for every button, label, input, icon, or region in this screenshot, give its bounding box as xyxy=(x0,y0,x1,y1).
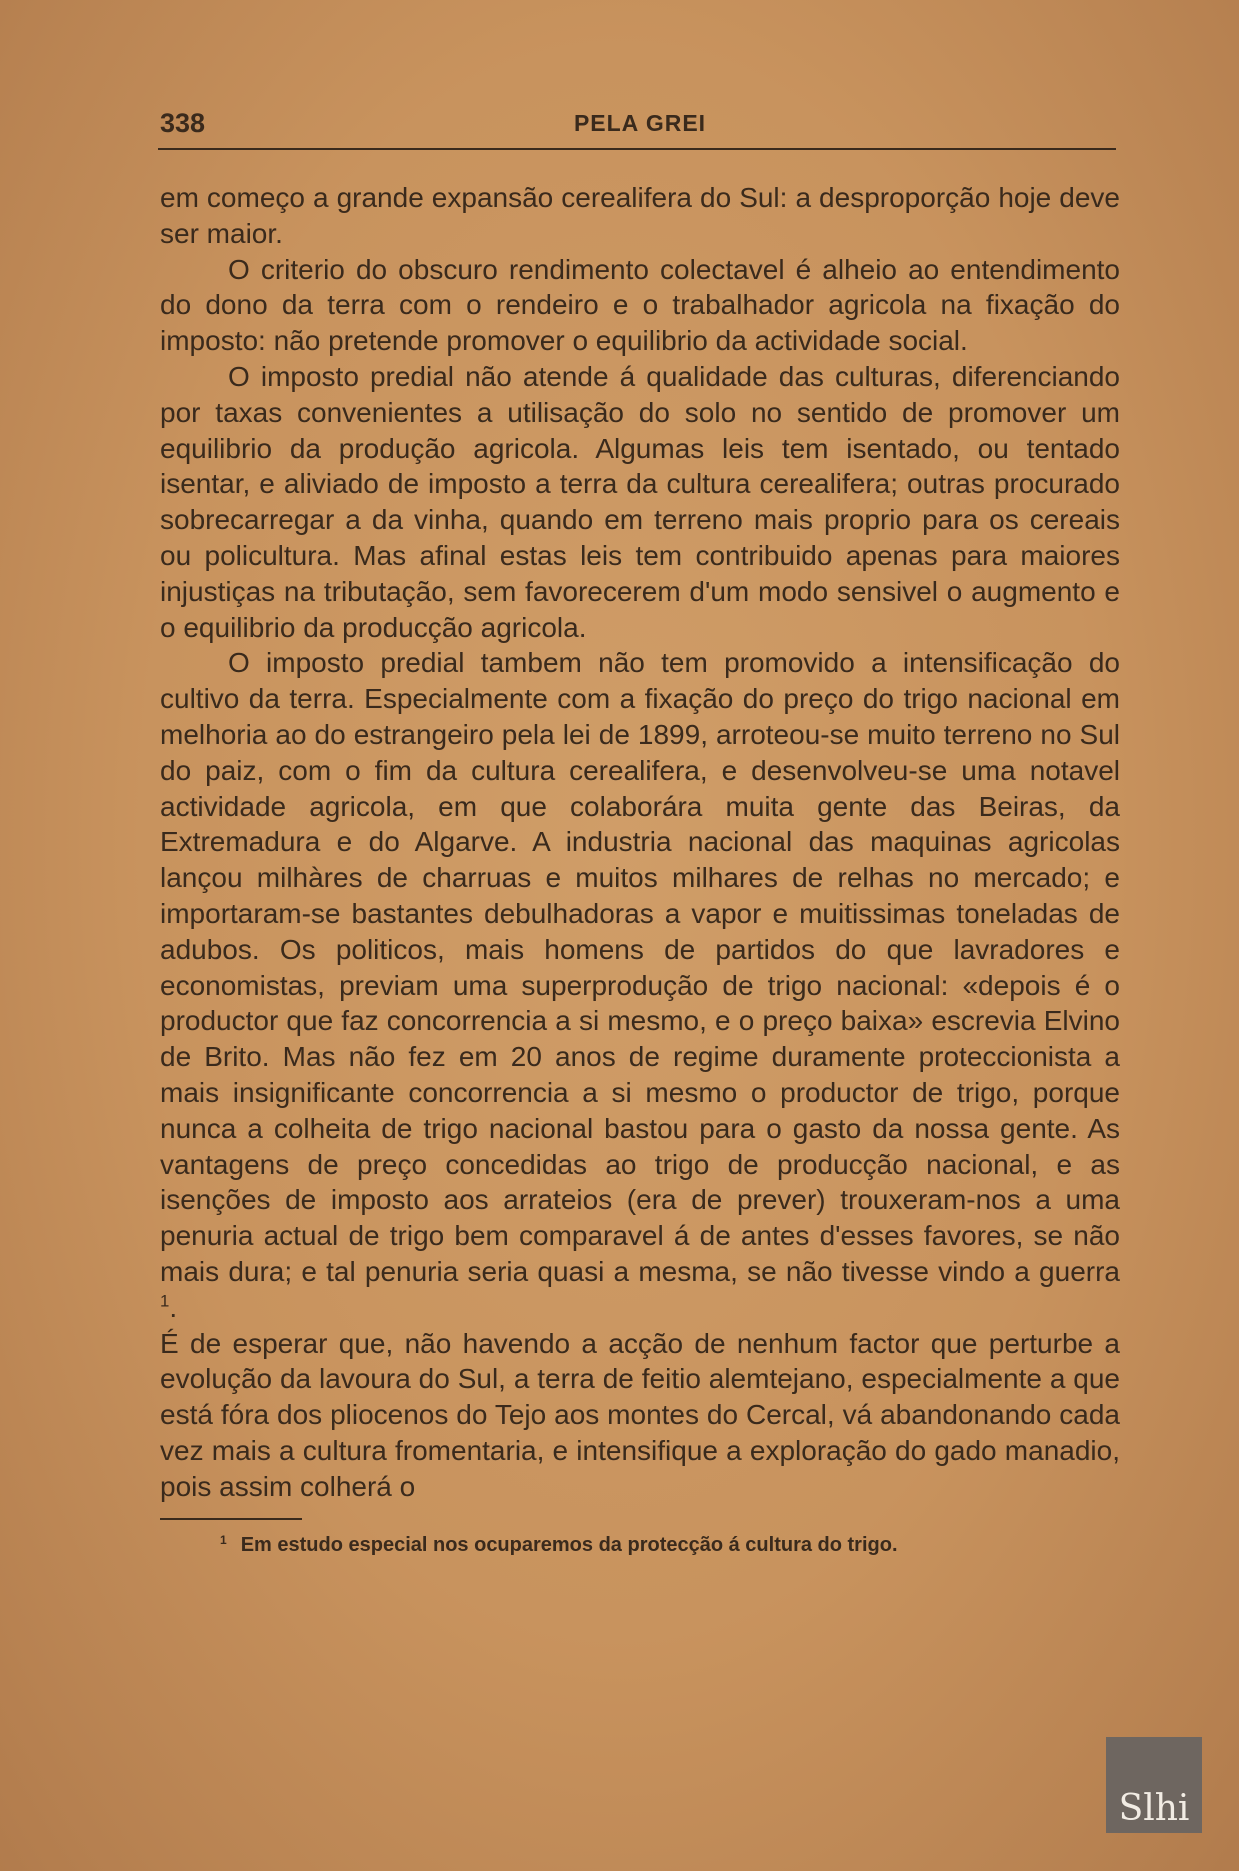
header-rule xyxy=(158,148,1116,150)
running-title: PELA GREI xyxy=(573,110,707,136)
paragraph-5: É de esperar que, não havendo a acção de nenhum factor que perturbe a evolução da lavoura do Sul, a terra de feitio alemtejano, especialmente a que está fóra dos pliocenos do Tejo aos montes do Cercal, vá abandonando cada vez mais a cultura fromentaria, e intensifique a exploração do gado manadio, pois assim colherá o xyxy=(160,1327,1120,1502)
paragraph-3: O imposto predial não atende á qualidade das culturas, diferenciando por taxas convenientes a utilisação do solo no sentido de promover um equilibrio da produção agricola. Algumas leis tem isentado, ou tentado isentar, e aliviado de imposto a terra da cultura cerealifera; outras procurado sobrecarregar a da vinha, quando em terreno mais proprio para os cereais ou policultura. Mas afinal estas leis tem contribuido apenas para maiores injustiças na tributação, sem favorecerem d'um modo sensivel o augmento e o equilibrio da producção agricola. xyxy=(160,360,1120,643)
body-text xyxy=(160,180,1120,1504)
library-stamp-text: Slhi xyxy=(1118,1788,1190,1829)
footnote-rule xyxy=(160,1518,302,1520)
footnote-reference: 1 xyxy=(160,1291,170,1311)
page-number: 338 xyxy=(160,108,206,138)
footnote-text: Em estudo especial nos ocuparemos da protecção á cultura do trigo. xyxy=(240,1534,898,1557)
paragraph-1: em começo a grande expansão cerealifera do Sul: a desproporção hoje deve ser maior. xyxy=(160,182,1120,249)
paragraph-4 xyxy=(160,645,1120,1325)
footnote xyxy=(160,1534,1120,1557)
paragraph-4-text: O imposto predial tambem não tem promovido a intensificação do cultivo da terra. Especialmente com a fixação do preço do trigo nacional em melhoria ao do estrangeiro pela lei de 1899, arroteou-se muito terreno no Sul do paiz, com o fim da cultura cerealifera, e desenvolveu-se uma notavel actividade agricola, em que colaborára muita gente das Beiras, da Extremadura e do Algarve. A industria nacional das maquinas agricolas lançou milhàres de charruas e muitos milhares de relhas no mercado; e importaram-se bastantes debulhadoras a vapor e muitissimas toneladas de adubos. Os politicos, mais homens de partidos do que lavradores e economistas, previam uma superprodução de trigo nacional: «depois é o productor que faz concorrencia a si mesmo, e o preço baixa» escrevia Elvino de Brito. Mas não fez em 20 anos de regime duramente proteccionista a mais insignificante concorrencia a si mesmo o productor de trigo, porque nunca a colheita de trigo nacional bastou para o gasto da nossa gente. As vantagens de preço concedidas ao trigo de producção nacional, e as isenções de imposto aos arrateios (era de prever) trouxeram-nos a uma penuria actual de trigo bem comparavel á de antes d'esses favores, se não mais dura; e tal penuria seria quasi a mesma, se não tivesse vindo a guerra xyxy=(160,647,1120,1287)
running-head xyxy=(160,108,1120,146)
footnote-mark: 1 xyxy=(220,1532,227,1547)
library-stamp-logo xyxy=(1106,1737,1202,1833)
paragraph-4-end: . xyxy=(169,1291,178,1323)
paragraph-2: O criterio do obscuro rendimento colectavel é alheio ao entendimento do dono da terra com o rendeiro e o trabalhador agricola na fixação do imposto: não pretende promover o equilibrio da actividade social. xyxy=(160,253,1120,357)
book-page xyxy=(160,108,1120,1557)
